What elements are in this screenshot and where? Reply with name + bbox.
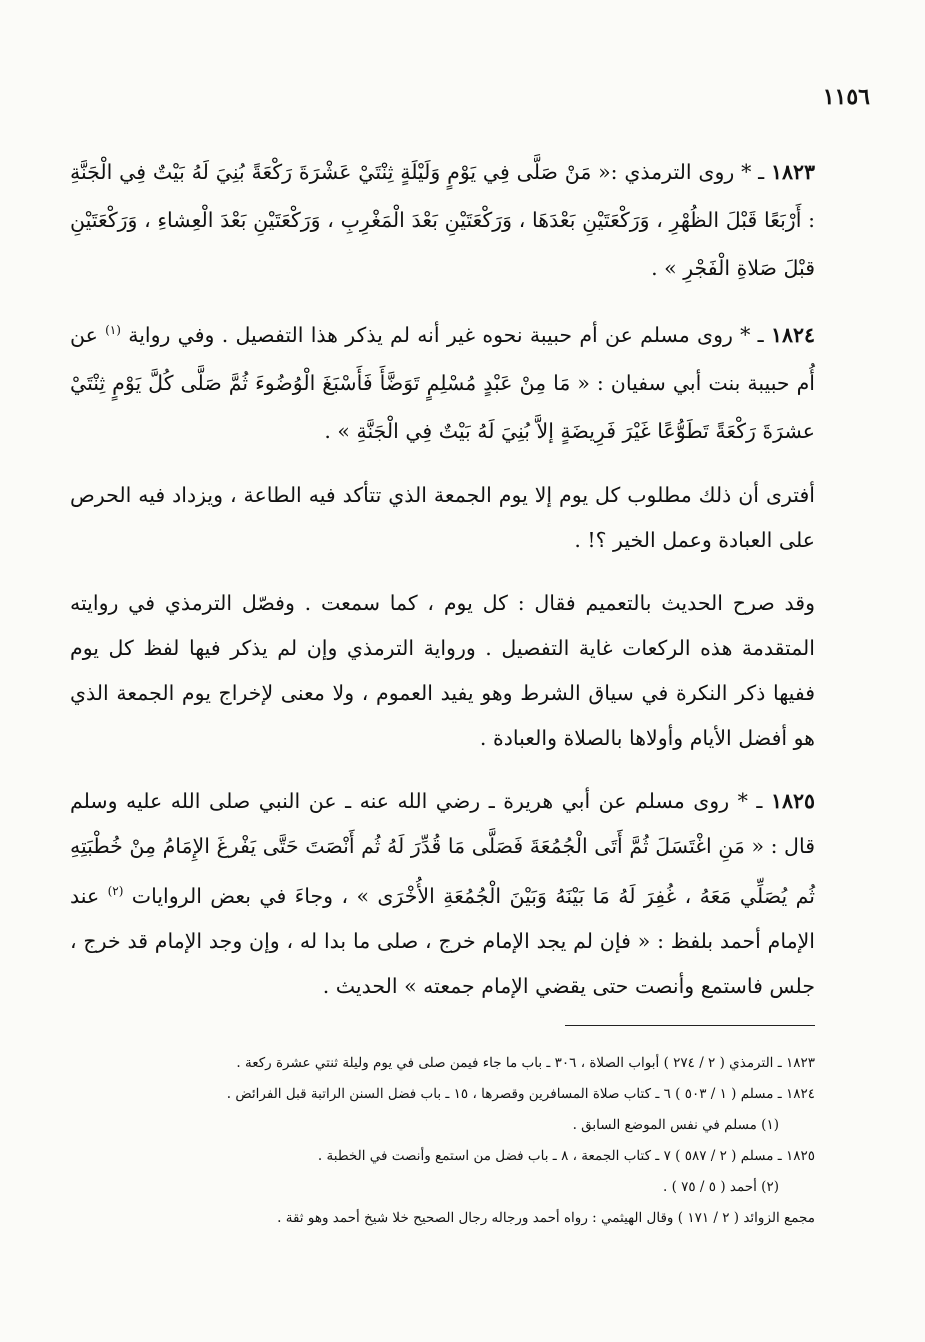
page-number: ١١٥٦ [822, 84, 870, 110]
main-text [70, 148, 815, 1009]
hadith-separator: ـ * [734, 160, 771, 184]
footnote-marker: (١) [105, 323, 121, 337]
commentary-paragraph: وقد صرح الحديث بالتعميم فقال : كل يوم ، كما سمعت . وفصّل الترمذي في روايته المتقدمة هذه الركعات غاية التفصيل . ورواية الترمذي وإن لم يذكر فيها لفظ كل يوم ففيها ذكر النكرة في سياق الشرط وهو يفيد العموم ، ولا معنى لإخراج يوم الجمعة الذي هو أفضل الأيام وأولاها بالصلاة والعبادة . [70, 590, 815, 750]
hadith-separator: ـ * [729, 788, 771, 813]
hadith-1823 [70, 148, 815, 292]
hadith-text: روى مسلم عن أم حبيبة نحوه غير أنه لم يذكر هذا التفصيل . وفي رواية [128, 322, 733, 347]
hadith-number: ١٨٢٤ [770, 322, 815, 347]
footnote-source: ١٨٢٣ ـ الترمذي ( ٢ / ٢٧٤ ) أبواب الصلاة ، ٣٠٦ ـ باب ما جاء فيمن صلى في يوم وليلة ثنتي عشرة ركعة . [236, 1055, 815, 1071]
hadith-text-continued: عن أُم حبيبة بنت أبي سفيان : « مَا مِنْ عَبْدٍ مُسْلِمٍ تَوَضَّأَ فَأَسْبَغَ الْوُضُوءَ ثُمَّ صَلَّى كُلَّ يَوْمٍ ثِنْتَيْ عشرَةَ رَكْعَةً تَطَوُّعًا غَيْرَ فَرِيضَةٍ إلاَّ بُنِيَ لَهُ بَيْتٌ فِي الْجَنَّةِ » . [70, 322, 815, 443]
footnote-marker: (٢) [107, 883, 124, 898]
hadith-number: ١٨٢٣ [770, 160, 815, 184]
hadith-number: ١٨٢٥ [770, 788, 815, 813]
footnotes [150, 1048, 815, 1234]
hadith-text-continued: عند الإمام أحمد بلفظ : « فإن لم يجد الإمام خرج ، صلى ما بدا له ، وإن وجد الإمام قد خرج ، جلس فاستمع وأنصت حتى يقضي الإمام جمعته » الحديث . [70, 883, 815, 998]
footnote-note: (١) مسلم في نفس الموضع السابق . [572, 1117, 779, 1133]
footnote-divider [565, 1025, 815, 1026]
footnote-source: ١٨٢٤ ـ مسلم ( ١ / ٥٠٣ ) ٦ ـ كتاب صلاة المسافرين وقصرها ، ١٥ ـ باب فضل السنن الراتبة قبل الفرائض . [226, 1086, 815, 1102]
footnote-note: (٢) أحمد ( ٥ / ٧٥ ) . [662, 1179, 779, 1195]
hadith-text: روى مسلم عن أبي هريرة ـ رضي الله عنه ـ عن النبي صلى الله عليه وسلم قال : « مَنِ اغْتَسَلَ ثُمَّ أَتَى الْجُمُعَةَ فَصَلَّى مَا قُدِّرَ لَهُ ثُم أَنْصَتَ حَتَّى يَفْرغَ الإِمَامُ مِنْ خُطْبَتِهِ ثُم يُصَلِّي مَعَهُ ، غُفِرَ لَهُ مَا بَيْنَهُ وَبَيْنَ الْجُمُعَةِ الأُخْرَى » ، وجاءَ في بعض الروايات [70, 788, 816, 908]
footnote-source: مجمع الزوائد ( ٢ / ١٧١ ) وقال الهيثمي : رواه أحمد ورجاله رجال الصحيح خلا شيخ أحمد وهو ثقة . [277, 1210, 815, 1226]
hadith-text: روى الترمذي :« مَنْ صَلَّى فِي يَوْمٍ وَلَيْلَةٍ ثِنْتَيْ عَشْرَةَ رَكْعَةً بُنِيَ لَهُ بَيْتٌ فِي الْجَنَّةِ : أَرْبَعًا قَبْلَ الظُهْرِ ، وَرَكْعَتَيْنِ بَعْدَهَا ، وَرَكْعَتَيْنِ بَعْدَ الْمَغْرِبِ ، وَرَكْعَتَيْنِ بَعْدَ الْعِشاءِ ، وَرَكْعَتَيْنِ قبْلَ صَلاةِ الْفَجْرِ » . [70, 160, 815, 280]
footnote-source: ١٨٢٥ ـ مسلم ( ٢ / ٥٨٧ ) ٧ ـ كتاب الجمعة ، ٨ ـ باب فضل من استمع وأنصت في الخطبة . [317, 1148, 815, 1164]
hadith-separator: ـ * [732, 322, 771, 347]
commentary-paragraph: أفترى أن ذلك مطلوب كل يوم إلا يوم الجمعة الذي تتأكد فيه الطاعة ، ويزداد فيه الحرص على العبادة وعمل الخير ؟! . [70, 482, 815, 552]
hadith-1825 [70, 779, 815, 1009]
hadith-1824 [70, 306, 815, 455]
